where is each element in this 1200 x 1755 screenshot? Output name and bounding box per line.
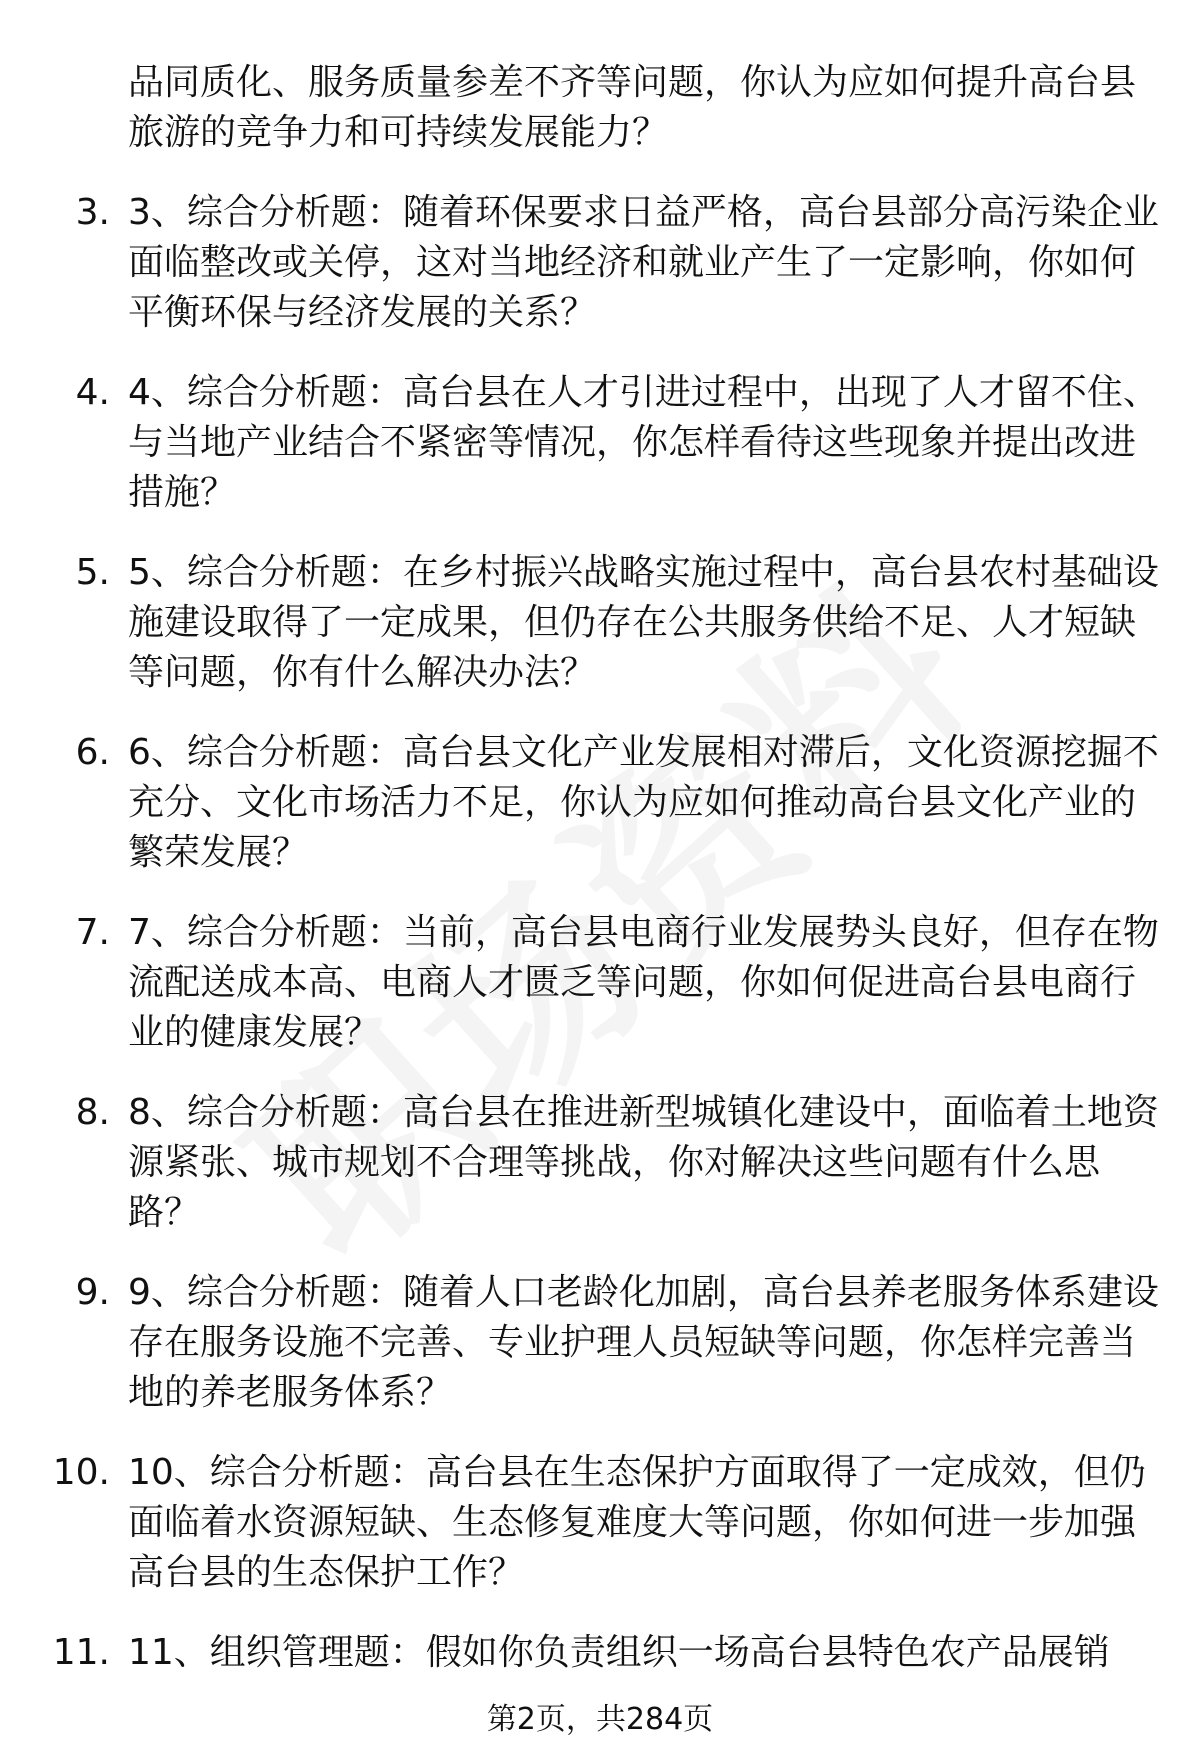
page-number-footer: 第2页，共284页 xyxy=(486,1702,714,1737)
list-item xyxy=(0,908,1200,1058)
item-text-line: 业的健康发展？ xyxy=(128,1012,381,1053)
item-text-line: 与当地产业结合不紧密等情况，你怎样看待这些现象并提出改进 xyxy=(128,422,1137,463)
list-item xyxy=(0,1628,1200,1678)
item-text-line: 平衡环保与经济发展的关系？ xyxy=(128,292,597,333)
list-item xyxy=(0,1268,1200,1418)
list-item xyxy=(0,1448,1200,1598)
item-text-line: 10、综合分析题：高台县在生态保护方面取得了一定成效，但仍 xyxy=(128,1452,1146,1493)
item-text-line: 9、综合分析题：随着人口老龄化加剧，高台县养老服务体系建设 xyxy=(128,1272,1159,1313)
item-number: 11. xyxy=(52,1632,110,1673)
item-text-line: 高台县的生态保护工作？ xyxy=(128,1552,525,1593)
list-item xyxy=(0,368,1200,518)
item-text-line: 4、综合分析题：高台县在人才引进过程中，出现了人才留不住、 xyxy=(128,372,1159,413)
continued-line: 旅游的竞争力和可持续发展能力？ xyxy=(128,112,669,153)
item-number: 4. xyxy=(75,372,110,413)
question-list xyxy=(0,58,1200,1678)
continued-line: 品同质化、服务质量参差不齐等问题，你认为应如何提升高台县 xyxy=(128,62,1137,103)
item-text-line: 等问题，你有什么解决办法？ xyxy=(128,652,597,693)
item-text-line: 施建设取得了一定成果，但仍存在公共服务供给不足、人才短缺 xyxy=(128,602,1137,643)
item-text-line: 充分、文化市场活力不足，你认为应如何推动高台县文化产业的 xyxy=(128,782,1137,823)
list-item xyxy=(0,548,1200,698)
item-text-line: 繁荣发展？ xyxy=(128,832,309,873)
item-text-line: 8、综合分析题：高台县在推进新型城镇化建设中，面临着土地资 xyxy=(128,1092,1159,1133)
item-text-line: 路？ xyxy=(128,1192,201,1233)
item-text-line: 6、综合分析题：高台县文化产业发展相对滞后，文化资源挖掘不 xyxy=(128,732,1159,773)
item-text-line: 面临着水资源短缺、生态修复难度大等问题，你如何进一步加强 xyxy=(128,1502,1137,1543)
item-text-line: 3、综合分析题：随着环保要求日益严格，高台县部分高污染企业 xyxy=(128,192,1159,233)
item-number: 9. xyxy=(75,1272,110,1313)
item-text-line: 流配送成本高、电商人才匮乏等问题，你如何促进高台县电商行 xyxy=(128,962,1137,1003)
item-text-line: 7、综合分析题：当前，高台县电商行业发展势头良好，但存在物 xyxy=(128,912,1159,953)
item-number: 3. xyxy=(75,192,110,233)
item-number: 6. xyxy=(75,732,110,773)
list-item xyxy=(0,188,1200,338)
item-text-line: 存在服务设施不完善、专业护理人员短缺等问题，你怎样完善当 xyxy=(128,1322,1137,1363)
item-number: 8. xyxy=(75,1092,110,1133)
item-number: 10. xyxy=(52,1452,110,1493)
list-item xyxy=(0,728,1200,878)
item-text-line: 源紧张、城市规划不合理等挑战，你对解决这些问题有什么思 xyxy=(128,1142,1101,1183)
item-number: 5. xyxy=(75,552,110,593)
item-text-line: 地的养老服务体系？ xyxy=(128,1372,453,1413)
item-text-line: 5、综合分析题：在乡村振兴战略实施过程中，高台县农村基础设 xyxy=(128,552,1159,593)
list-item xyxy=(0,1088,1200,1238)
item-text-line: 措施？ xyxy=(128,472,237,513)
item-number: 7. xyxy=(75,912,110,953)
item-text-line: 11、组织管理题：假如你负责组织一场高台县特色农产品展销 xyxy=(128,1632,1110,1673)
item-text-line: 面临整改或关停，这对当地经济和就业产生了一定影响，你如何 xyxy=(128,242,1137,283)
